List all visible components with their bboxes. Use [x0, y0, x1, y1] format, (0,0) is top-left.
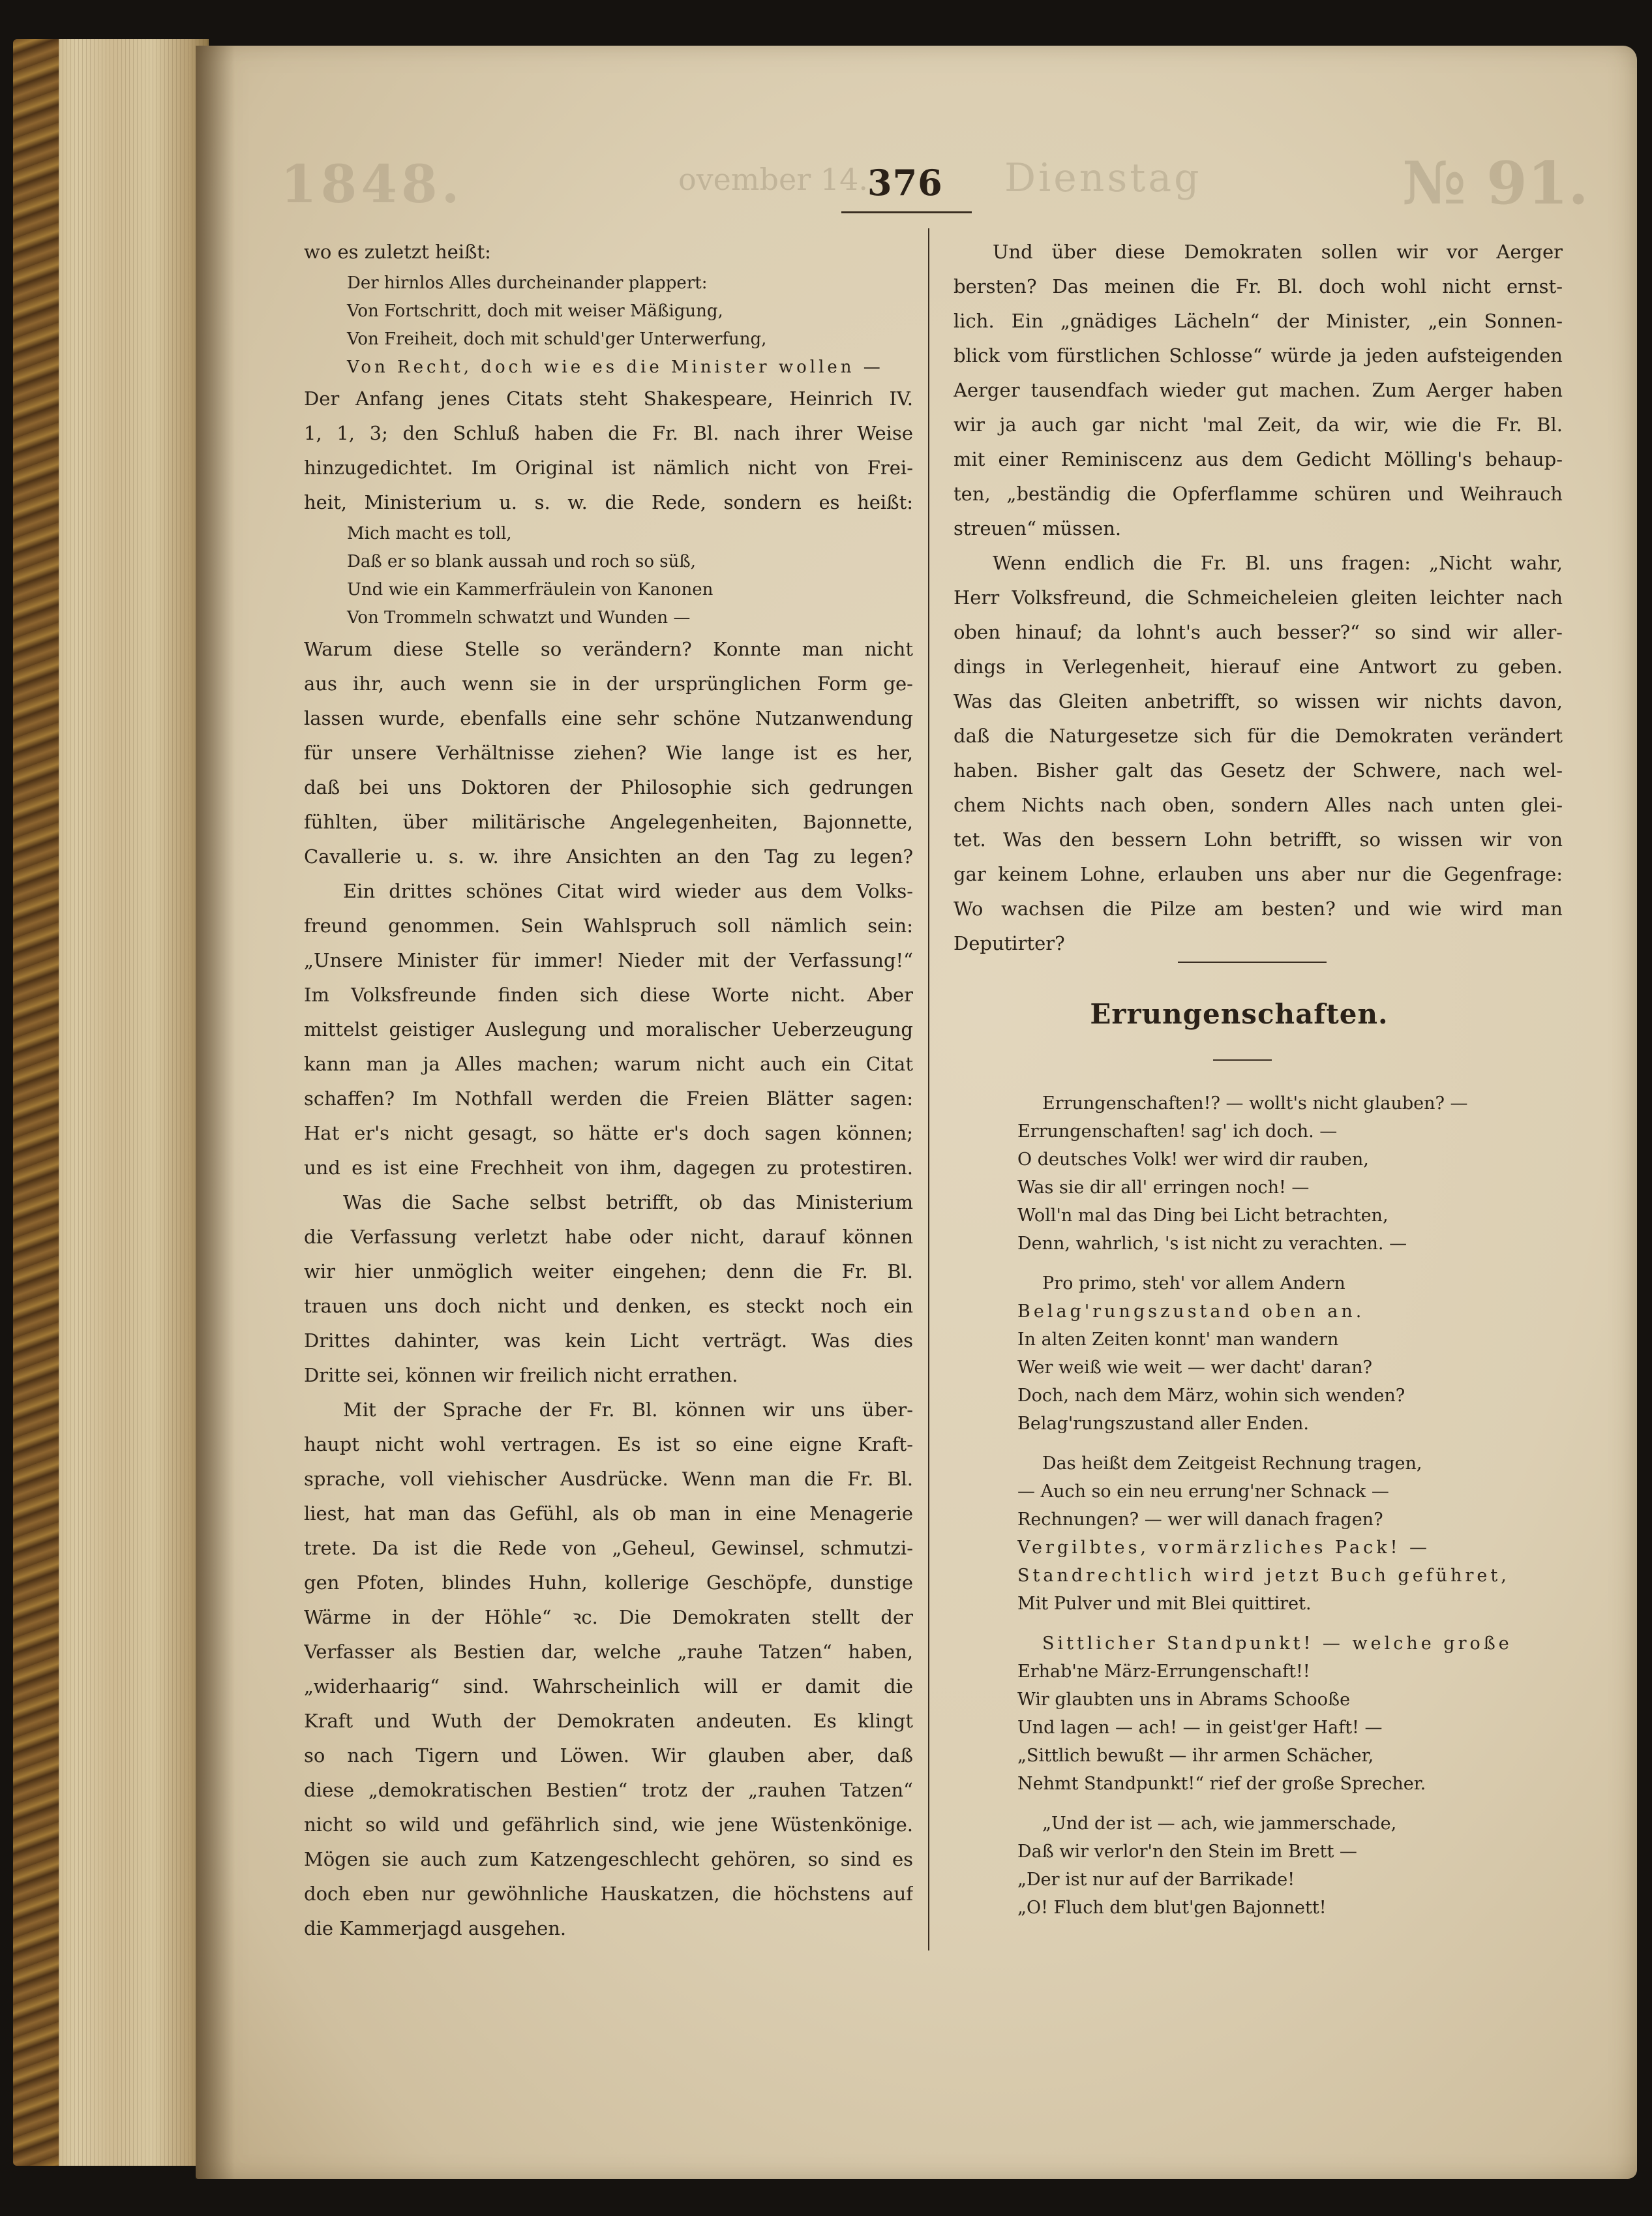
gutter-shadow: [196, 46, 235, 2179]
poem-line: Und lagen — ach! — in geist'ger Haft! —: [1017, 1718, 1383, 1738]
marbled-book-edge: [13, 39, 59, 2166]
text-line: Aerger tausendfach wieder gut machen. Zum Aerger haben: [954, 379, 1563, 401]
bleed-through-date: ovember 14.: [678, 162, 868, 197]
text-line: Mit der Sprache der Fr. Bl. können wir uns über-: [343, 1399, 913, 1421]
text-line: Warum diese Stelle so verändern? Konnte man nicht: [304, 638, 913, 660]
poem-line: Vergilbtes, vormärzliches Pack! —: [1017, 1538, 1431, 1558]
poem-line: Pro primo, steh' vor allem Andern: [1042, 1273, 1345, 1294]
text-line: gar keinem Lohne, erlauben uns aber nur die Gegenfrage:: [954, 863, 1563, 885]
text-line: diese „demokratischen Bestien“ trotz der „rauhen Tatzen“: [304, 1779, 913, 1801]
poem-stanza: [1017, 1810, 1513, 1922]
poem-line: Doch, nach dem März, wohin sich wenden?: [1017, 1386, 1405, 1406]
poem-line: Wir glaubten uns in Abrams Schooße: [1017, 1690, 1351, 1710]
title-underline: [1213, 1059, 1272, 1061]
verse-line: Und wie ein Kammerfräulein von Kanonen: [347, 580, 713, 600]
text-line: „Unsere Minister für immer! Nieder mit der Verfassung!“: [304, 949, 913, 971]
poem-stanza: [1017, 1450, 1513, 1618]
text-line: die Verfassung verletzt habe oder nicht, darauf können: [304, 1226, 913, 1248]
verse-line: Mich macht es toll,: [347, 524, 512, 543]
text-line: aus ihr, auch wenn sie in der ursprünglichen Form ge-: [304, 673, 913, 695]
poem-line: Sittlicher Standpunkt! — welche große: [1042, 1633, 1512, 1654]
poem-line: Errungenschaften! sag' ich doch. —: [1017, 1121, 1338, 1142]
poem-line: Nehmt Standpunkt!“ rief der große Sprecher.: [1017, 1774, 1426, 1794]
text-line: mit einer Reminiscenz aus dem Gedicht Mölling's behaup-: [954, 448, 1563, 470]
text-line: Deputirter?: [954, 932, 1065, 954]
poem-line: Woll'n mal das Ding bei Licht betrachten,: [1017, 1206, 1389, 1226]
text-line: für unsere Verhältnisse ziehen? Wie lange ist es her,: [304, 742, 913, 764]
text-line: liest, hat man das Gefühl, als ob man in eine Menagerie: [304, 1502, 913, 1525]
text-line: Was die Sache selbst betrifft, ob das Ministerium: [343, 1191, 913, 1213]
text-line: hinzugedichtet. Im Original ist nämlich nicht von Frei-: [304, 457, 913, 479]
text-line: wir hier unmöglich weiter eingehen; denn die Fr. Bl.: [304, 1260, 913, 1283]
text-line: Herr Volksfreund, die Schmeicheleien gleiten leichter nach: [954, 586, 1563, 609]
text-line: chem Nichts nach oben, sondern Alles nach unten glei-: [954, 794, 1563, 816]
text-line: sprache, voll viehischer Ausdrücke. Wenn man die Fr. Bl.: [304, 1468, 913, 1490]
poem-line: „O! Fluch dem blut'gen Bajonnett!: [1017, 1898, 1327, 1918]
poem-line: Belag'rungszustand oben an.: [1017, 1301, 1365, 1322]
poem-line: Rechnungen? — wer will danach fragen?: [1017, 1510, 1383, 1530]
text-line: Drittes dahinter, was kein Licht verträgt. Was dies: [304, 1329, 913, 1352]
verse-line: Von Fortschritt, doch mit weiser Mäßigung,: [347, 301, 723, 321]
text-line: wir ja auch gar nicht 'mal Zeit, da wir, wie die Fr. Bl.: [954, 414, 1563, 436]
text-line: fühlten, über militärische Angelegenheiten, Bajonnette,: [304, 811, 913, 833]
text-line: mittelst geistiger Auslegung und moralischer Ueberzeugung: [304, 1018, 913, 1040]
text-line: 1, 1, 3; den Schluß haben die Fr. Bl. nach ihrer Weise: [304, 422, 913, 444]
poem-stanza: [1017, 1630, 1513, 1798]
section-title: Errungenschaften.: [1090, 998, 1389, 1030]
poem-line: — Auch so ein neu errung'ner Schnack —: [1017, 1481, 1389, 1502]
poem-line: Belag'rungszustand aller Enden.: [1017, 1414, 1309, 1434]
column-divider: [928, 228, 929, 1950]
text-line: Was das Gleiten anbetrifft, so wissen wir nichts davon,: [954, 690, 1563, 712]
text-line: kann man ja Alles machen; warum nicht auch ein Citat: [304, 1053, 913, 1075]
poem-line: Erhab'ne März-Errungenschaft!!: [1017, 1662, 1310, 1682]
text-line: Kraft und Wuth der Demokraten andeuten. Es klingt: [304, 1710, 913, 1732]
header-rule: [841, 211, 972, 213]
text-line: nicht so wild und gefährlich sind, wie jene Wüstenkönige.: [304, 1814, 913, 1836]
text-line: streuen“ müssen.: [954, 517, 1122, 539]
poem-line: Denn, wahrlich, 's ist nicht zu verachten. —: [1017, 1234, 1407, 1254]
right-column: [954, 235, 1563, 961]
text-line: „widerhaarig“ sind. Wahrscheinlich will er damit die: [304, 1675, 913, 1697]
text-line: und es ist eine Frechheit von ihm, dagegen zu protestiren.: [304, 1157, 913, 1179]
text-line: Mögen sie auch zum Katzengeschlecht gehören, so sind es: [304, 1848, 913, 1870]
text-line: Verfasser als Bestien dar, welche „rauhe Tatzen“ haben,: [304, 1641, 913, 1663]
text-line: Hat er's nicht gesagt, so hätte er's doch sagen können;: [304, 1122, 913, 1144]
text-line: heit, Ministerium u. s. w. die Rede, sondern es heißt:: [304, 491, 913, 513]
text-line: wo es zuletzt heißt:: [304, 241, 491, 263]
text-line: Cavallerie u. s. w. ihre Ansichten an den Tag zu legen?: [304, 845, 913, 868]
bleed-through-year: 1848.: [280, 153, 464, 215]
text-line: Wärme in der Höhle“ ꝛc. Die Demokraten stellt der: [304, 1606, 913, 1628]
verse-line: Der hirnlos Alles durcheinander plappert:: [347, 273, 708, 293]
text-line: haben. Bisher galt das Gesetz der Schwere, nach wel-: [954, 759, 1563, 782]
text-line: Der Anfang jenes Citats steht Shakespeare, Heinrich IV.: [304, 387, 913, 410]
poem-line: Mit Pulver und mit Blei quittiret.: [1017, 1594, 1312, 1614]
poem-line: „Sittlich bewußt — ihr armen Schächer,: [1017, 1746, 1374, 1766]
text-line: trete. Da ist die Rede von „Geheul, Gewinsel, schmutzi-: [304, 1537, 913, 1559]
left-column: [304, 235, 913, 1946]
poem-line: Das heißt dem Zeitgeist Rechnung tragen,: [1042, 1453, 1422, 1474]
text-line: Ein drittes schönes Citat wird wieder aus dem Volks-: [343, 880, 913, 902]
poem-line: Daß wir verlor'n den Stein im Brett —: [1017, 1842, 1357, 1862]
text-line: oben hinauf; da lohnt's auch besser?“ so sind wir aller-: [954, 621, 1563, 643]
verse-line: Von Trommeln schwatzt und Wunden —: [347, 608, 691, 628]
section-divider: [1178, 962, 1327, 963]
text-line: so nach Tigern und Löwen. Wir glauben aber, daß: [304, 1744, 913, 1767]
text-line: dings in Verlegenheit, hierauf eine Antwort zu geben.: [954, 656, 1563, 678]
text-line: gen Pfoten, blindes Huhn, kollerige Geschöpfe, dunstige: [304, 1571, 913, 1594]
poem-stanza: [1017, 1089, 1513, 1258]
text-line: Dritte sei, können wir freilich nicht errathen.: [304, 1364, 738, 1386]
text-line: Im Volksfreunde finden sich diese Worte nicht. Aber: [304, 984, 913, 1006]
page-number: 376: [867, 162, 943, 204]
poem-line: Was sie dir all' erringen noch! —: [1017, 1177, 1310, 1198]
text-line: ten, „beständig die Opferflamme schüren und Weihrauch: [954, 483, 1563, 505]
text-line: freund genommen. Sein Wahlspruch soll nämlich sein:: [304, 915, 913, 937]
bleed-through-weekday: Dienstag: [1004, 155, 1202, 201]
poem-line: In alten Zeiten konnt' man wandern: [1017, 1329, 1339, 1350]
text-line: haupt nicht wohl vertragen. Es ist so eine eigne Kraft-: [304, 1433, 913, 1455]
text-line: lich. Ein „gnädiges Lächeln“ der Minister, „ein Sonnen-: [954, 310, 1563, 332]
text-line: daß bei uns Doktoren der Philosophie sich gedrungen: [304, 776, 913, 798]
verse-line: Von Freiheit, doch mit schuld'ger Unterwerfung,: [347, 329, 767, 349]
poem-line: O deutsches Volk! wer wird dir rauben,: [1017, 1149, 1369, 1170]
verse-line: Daß er so blank aussah und roch so süß,: [347, 552, 697, 571]
bleed-through-issue: № 91.: [1402, 149, 1589, 218]
text-line: blick vom fürstlichen Schlosse“ würde ja jeden aufsteigenden: [954, 344, 1563, 367]
poem-line: „Und der ist — ach, wie jammerschade,: [1042, 1814, 1397, 1834]
poem-line: „Der ist nur auf der Barrikade!: [1017, 1870, 1295, 1890]
text-line: Wo wachsen die Pilze am besten? und wie wird man: [954, 898, 1563, 920]
text-line: Wenn endlich die Fr. Bl. uns fragen: „Nicht wahr,: [993, 552, 1563, 574]
text-line: daß die Naturgesetze sich für die Demokraten verändert: [954, 725, 1563, 747]
poem-line: Wer weiß wie weit — wer dacht' daran?: [1017, 1358, 1372, 1378]
text-line: lassen wurde, ebenfalls eine sehr schöne Nutzanwendung: [304, 707, 913, 729]
poem-line: Standrechtlich wird jetzt Buch geführet,: [1017, 1566, 1510, 1586]
text-line: Und über diese Demokraten sollen wir vor Aerger: [993, 241, 1563, 263]
poem-stanza: [1017, 1269, 1513, 1438]
text-line: trauen uns doch nicht und denken, es steckt noch ein: [304, 1295, 913, 1317]
poem-line: Errungenschaften!? — wollt's nicht glauben? —: [1042, 1093, 1468, 1114]
text-line: die Kammerjagd ausgehen.: [304, 1917, 567, 1939]
poem: [1017, 1089, 1513, 1934]
verse-line: Von Recht, doch wie es die Minister wollen —: [347, 357, 884, 377]
text-line: bersten? Das meinen die Fr. Bl. doch wohl nicht ernst-: [954, 275, 1563, 297]
text-line: tet. Was den bessern Lohn betrifft, so wissen wir von: [954, 828, 1563, 851]
text-line: schaffen? Im Nothfall werden die Freien Blätter sagen:: [304, 1087, 913, 1110]
text-line: doch eben nur gewöhnliche Hauskatzen, die höchstens auf: [304, 1883, 913, 1905]
